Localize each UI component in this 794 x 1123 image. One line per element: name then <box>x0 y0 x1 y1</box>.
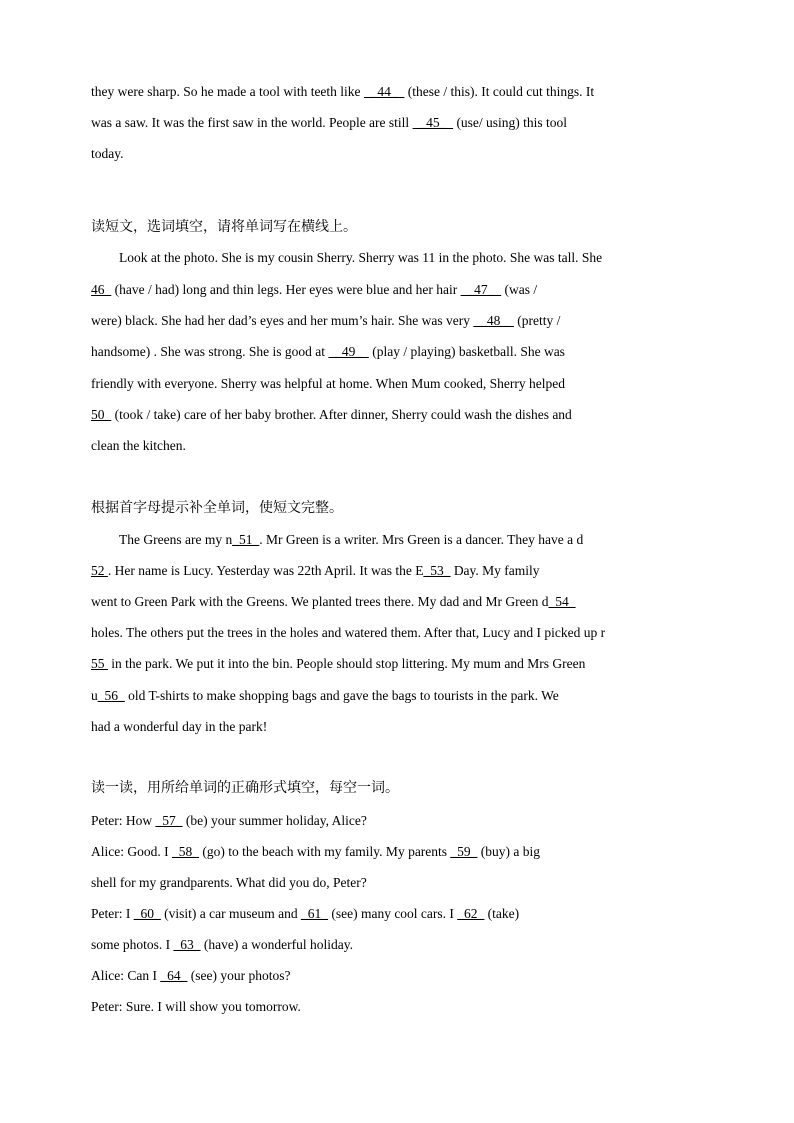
line-text: (have) a wonderful holiday. <box>200 937 353 952</box>
answer-blank[interactable]: 46 <box>91 282 112 297</box>
line-text: Alice: Can I <box>91 968 161 983</box>
text-line <box>91 591 703 613</box>
line-text: were) black. She had her dad’s eyes and her mum’s hair. She was very <box>91 313 474 328</box>
section-heading: 读短文，选词填空，请将单词写在横线上。 <box>91 219 357 235</box>
section-heading: 读一读，用所给单词的正确形式填空，每空一词。 <box>91 780 399 796</box>
text-line <box>91 279 703 301</box>
answer-blank[interactable]: 55 <box>91 656 108 671</box>
line-text: today. <box>91 146 124 161</box>
line-text: some photos. I <box>91 937 174 952</box>
answer-blank[interactable]: 52 <box>91 563 108 578</box>
line-text: (pretty / <box>513 313 561 328</box>
answer-blank[interactable]: _64_ <box>160 968 188 983</box>
answer-blank[interactable]: _57_ <box>155 813 183 828</box>
line-text: Peter: How <box>91 813 156 828</box>
answer-blank[interactable]: _54_ <box>548 594 576 609</box>
line-text: (have / had) long and thin legs. Her eyes were blue and her hair <box>111 282 461 297</box>
text-line <box>91 841 703 863</box>
line-text: Day. My family <box>450 563 540 578</box>
answer-blank[interactable]: _58_ <box>171 844 199 859</box>
line-text: shell for my grandparents. What did you do, Peter? <box>91 875 367 890</box>
line-text: (see) your photos? <box>187 968 291 983</box>
text-line <box>91 716 703 738</box>
line-text: had a wonderful day in the park! <box>91 719 268 734</box>
text-line <box>91 622 703 644</box>
line-text: (was / <box>501 282 538 297</box>
answer-blank[interactable]: _51_ <box>232 532 260 547</box>
line-text: . Her name is Lucy. Yesterday was 22th April. It was the E <box>107 563 424 578</box>
line-text: (take) <box>484 906 520 921</box>
line-text: they were sharp. So he made a tool with teeth like <box>91 84 364 99</box>
text-line <box>91 934 703 956</box>
line-text: (see) many cool cars. I <box>327 906 458 921</box>
text-line <box>91 872 703 894</box>
text-line <box>91 373 703 395</box>
text-line <box>91 435 703 457</box>
text-line <box>91 247 703 269</box>
answer-blank[interactable]: _63_ <box>173 937 201 952</box>
answer-blank[interactable]: _49_ <box>328 344 369 359</box>
text-line <box>91 903 703 925</box>
section-heading: 根据首字母提示补全单词，使短文完整。 <box>91 500 343 516</box>
line-text: friendly with everyone. Sherry was helpful at home. When Mum cooked, Sherry helped <box>91 376 565 391</box>
line-text: . Mr Green is a writer. Mrs Green is a dancer. They have a d <box>259 532 584 547</box>
line-text: was a saw. It was the first saw in the world. People are still <box>91 115 413 130</box>
text-line <box>91 143 703 165</box>
text-line <box>91 685 703 707</box>
text-line <box>91 653 703 675</box>
answer-blank[interactable]: _62_ <box>457 906 485 921</box>
text-line <box>91 81 703 103</box>
line-text: (visit) a car museum and <box>160 906 301 921</box>
text-line <box>91 341 703 363</box>
text-line <box>91 529 703 551</box>
answer-blank[interactable]: _44_ <box>363 84 405 99</box>
answer-blank[interactable]: _61_ <box>300 906 328 921</box>
line-text: Peter: Sure. I will show you tomorrow. <box>91 999 301 1014</box>
line-text: (play / playing) basketball. She was <box>368 344 565 359</box>
answer-blank[interactable]: _48_ <box>473 313 514 328</box>
line-text: (took / take) care of her baby brother. After dinner, Sherry could wash the dishes and <box>111 407 572 422</box>
line-text: Look at the photo. She is my cousin Sherry. Sherry was 11 in the photo. She was tall. She <box>119 250 603 265</box>
line-text: old T-shirts to make shopping bags and gave the bags to tourists in the park. We <box>124 688 559 703</box>
line-text: clean the kitchen. <box>91 438 186 453</box>
line-text: The Greens are my n <box>119 532 233 547</box>
line-text: in the park. We put it into the bin. People should stop littering. My mum and Mrs Green <box>107 656 586 671</box>
answer-blank[interactable]: _53_ <box>423 563 451 578</box>
line-text: u <box>91 688 98 703</box>
text-line <box>91 112 703 134</box>
line-text: went to Green Park with the Greens. We planted trees there. My dad and Mr Green d <box>91 594 549 609</box>
text-line <box>91 965 703 987</box>
line-text: handsome) . She was strong. She is good at <box>91 344 329 359</box>
answer-blank[interactable]: _45_ <box>412 115 454 130</box>
answer-blank[interactable]: _56_ <box>97 688 125 703</box>
line-text: (be) your summer holiday, Alice? <box>182 813 367 828</box>
line-text: (go) to the beach with my family. My parents <box>198 844 451 859</box>
answer-blank[interactable]: _47_ <box>460 282 502 297</box>
text-line <box>91 310 703 332</box>
text-line <box>91 996 703 1018</box>
text-line <box>91 560 703 582</box>
answer-blank[interactable]: _60_ <box>133 906 161 921</box>
answer-blank[interactable]: 50 <box>91 407 112 422</box>
line-text: (use/ using) this tool <box>453 115 568 130</box>
text-line <box>91 810 703 832</box>
line-text: (buy) a big <box>477 844 541 859</box>
text-line <box>91 404 703 426</box>
line-text: (these / this). It could cut things. It <box>404 84 595 99</box>
answer-blank[interactable]: _59_ <box>450 844 478 859</box>
line-text: Peter: I <box>91 906 134 921</box>
line-text: Alice: Good. I <box>91 844 172 859</box>
line-text: holes. The others put the trees in the holes and watered them. After that, Lucy and I picked up r <box>91 625 606 640</box>
